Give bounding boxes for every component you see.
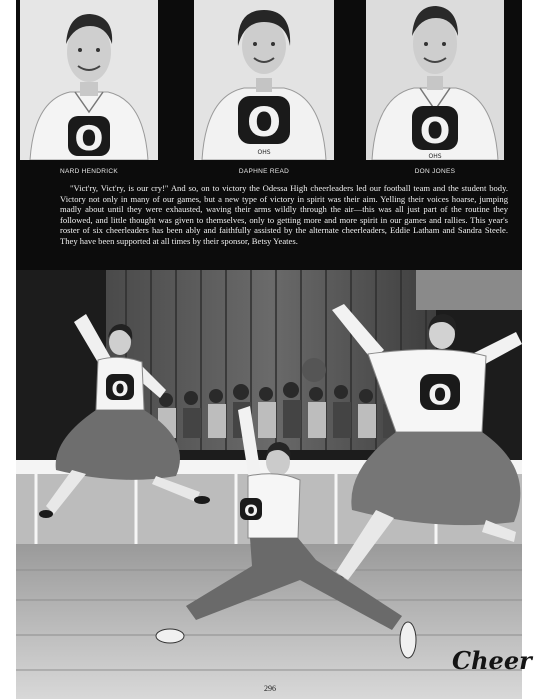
- sweater-emblem-sub: OHS: [257, 149, 271, 156]
- portrait-photo-3: [366, 0, 504, 160]
- portrait-caption-1: NARD HENDRICK: [59, 168, 119, 175]
- sweater-emblem-letter: O: [244, 501, 258, 520]
- sweater-emblem-letter: O: [428, 378, 452, 411]
- sweater-emblem-letter: O: [74, 119, 104, 159]
- portrait-photo-2: [194, 0, 334, 160]
- portrait-photo-1: [20, 0, 158, 160]
- sweater-emblem-letter: O: [246, 100, 282, 146]
- sweater-emblem-letter: O: [111, 377, 129, 401]
- gym-action-photo: [16, 270, 522, 699]
- story-paragraph: "Vict'ry, Vict'ry, is our cry!" And so, on to victory the Odessa High cheerleaders led our football team and the student body. Victory not only in many of our games, but a new type of victory in spirit was their aim. Yelling their voices hoarse, jumping madly about until they were exhausted, waving their arms wildly through the air—this was all just part of the routine they followed, and little thought was given to themselves, only to getting more and more spirit in our games and rallies. This year's roster of six cheerleaders has been ably and faithfully assisted by the alternate cheerleaders, Eddie Latham and Sandra Steele. They have been supported at all times by their sponsor, Betsy Yeates.: [60, 183, 508, 246]
- portrait-caption-2: DAPHNE READ: [238, 168, 290, 175]
- page-number: 296: [264, 684, 276, 693]
- sweater-emblem-letter: O: [419, 111, 451, 152]
- section-title: Cheer: [452, 646, 532, 675]
- portrait-caption-3: DON JONES: [414, 168, 456, 175]
- sweater-emblem-sub: OHS: [428, 153, 442, 160]
